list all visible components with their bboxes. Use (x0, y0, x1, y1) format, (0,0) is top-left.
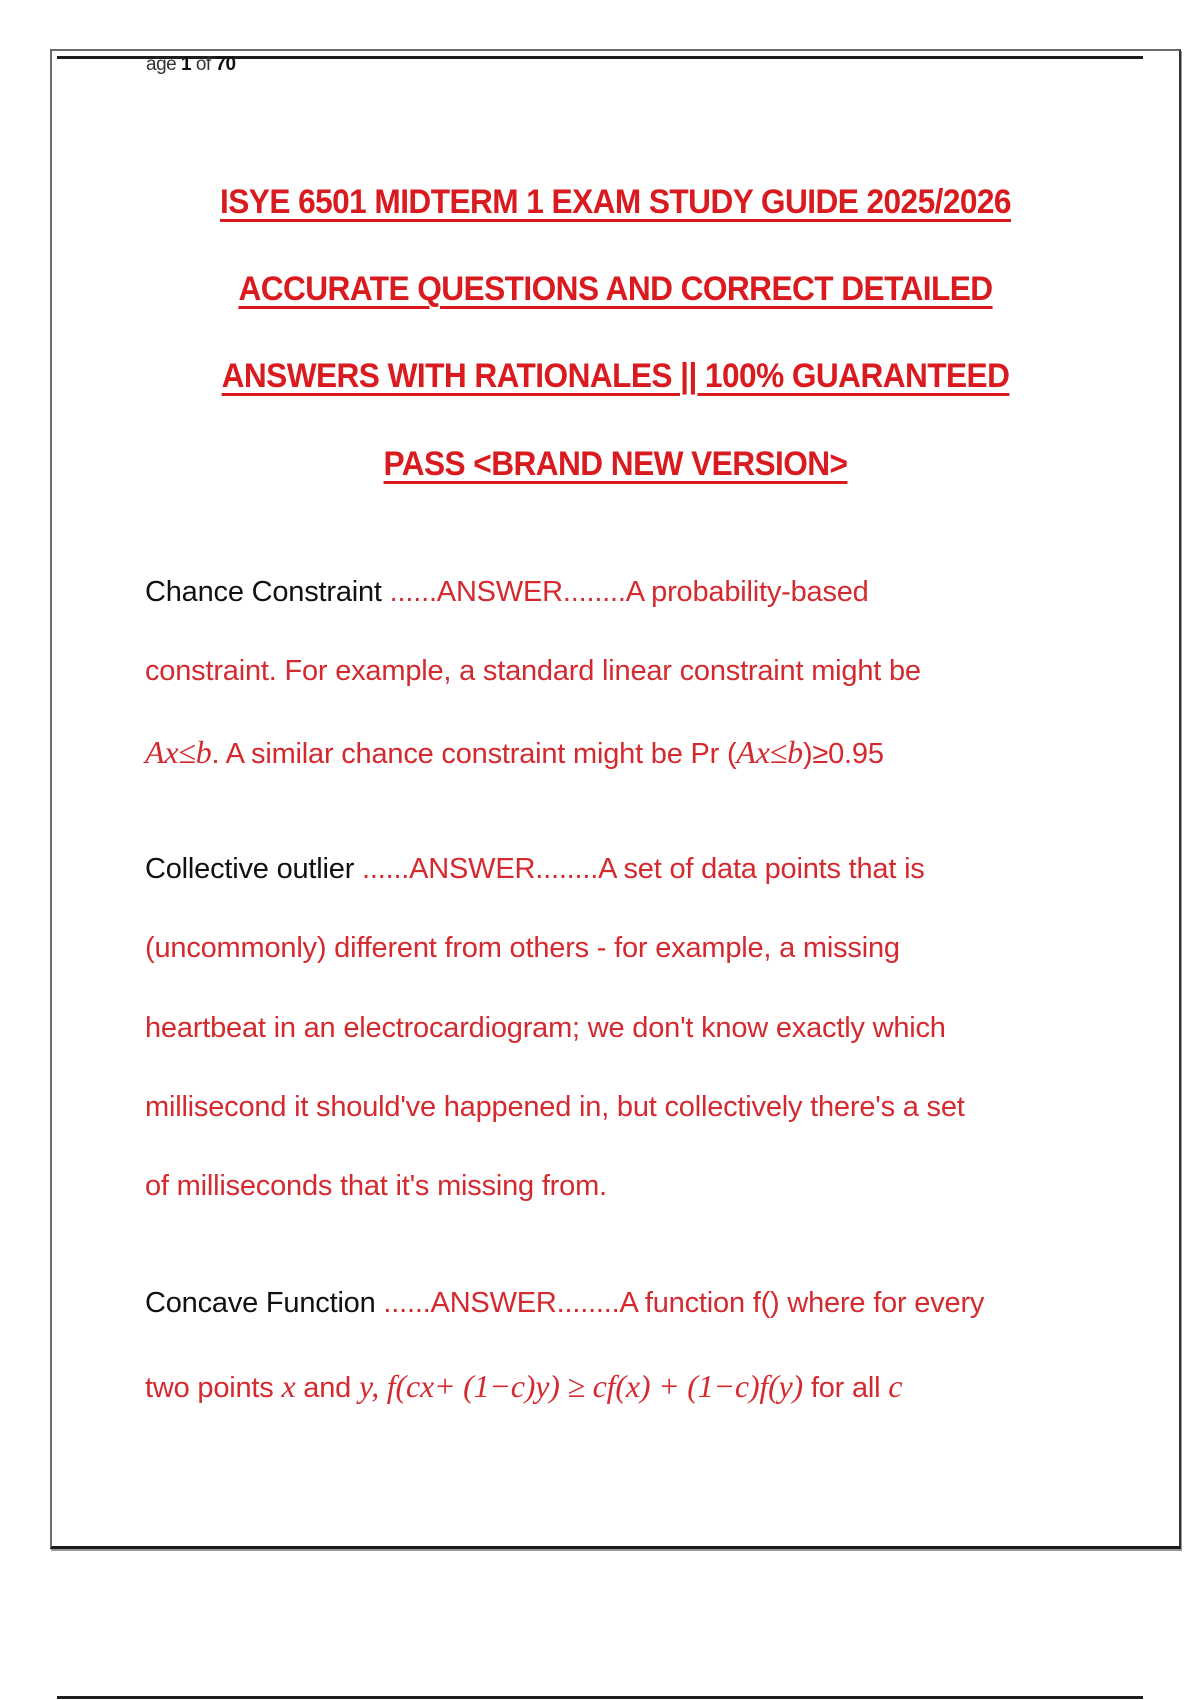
title-text: PASS <BRAND NEW VERSION> (383, 445, 848, 483)
entry-chance-constraint (145, 576, 869, 609)
answer-line: constraint. For example, a standard linear constraint might be (145, 655, 921, 687)
answer-text: . A similar chance constraint might be Pr ( (211, 738, 737, 770)
math-formula: , f(cx+ (1−c)y) ≥ cf(x) + (1−c)f(y) (371, 1368, 804, 1404)
title-line-1 (90, 183, 1142, 222)
term-label: Collective outlier (145, 853, 363, 885)
answer-separator: ......ANSWER........ (383, 1287, 620, 1319)
math-expression: Ax≤b (736, 734, 803, 770)
math-variable: y (358, 1368, 372, 1404)
answer-math-line (145, 1368, 902, 1405)
answer-separator: ......ANSWER........ (362, 853, 599, 885)
answer-text: A set of data points that is (598, 853, 925, 885)
title-line-4 (90, 445, 1142, 484)
answer-line: heartbeat in an electrocardiogram; we don't know exactly which (145, 1012, 946, 1044)
page-of-label: of (191, 54, 216, 75)
answer-text: and (295, 1372, 359, 1404)
answer-line: millisecond it should've happened in, but collectively there's a set (145, 1091, 965, 1123)
math-expression: Ax≤b (145, 734, 212, 770)
math-variable: c (888, 1368, 903, 1404)
answer-math-line (145, 734, 884, 771)
title-text: ANSWERS WITH RATIONALES || 100% GUARANTEED (221, 357, 1010, 395)
title-text: ACCURATE QUESTIONS AND CORRECT DETAILED (238, 270, 993, 308)
answer-text: )≥0.95 (802, 738, 884, 770)
title-text: ISYE 6501 MIDTERM 1 EXAM STUDY GUIDE 2025/2026 (220, 183, 1011, 221)
title-line-2 (90, 270, 1142, 309)
answer-line: (uncommonly) different from others - for example, a missing (145, 932, 900, 964)
title-line-3 (90, 357, 1142, 396)
next-page-header-rule (57, 1696, 1143, 1699)
answer-text: two points (145, 1372, 282, 1404)
answer-text: A function f() where for every (619, 1287, 985, 1319)
term-label: Concave Function (145, 1287, 384, 1319)
page-counter (146, 54, 236, 76)
page-label: age (146, 54, 181, 75)
term-label: Chance Constraint (145, 576, 390, 608)
page-total: 70 (215, 54, 236, 75)
entry-collective-outlier (145, 853, 925, 886)
answer-text: A probability-based (625, 576, 869, 608)
math-variable: x (281, 1368, 296, 1404)
answer-separator: ......ANSWER........ (389, 576, 626, 608)
entry-concave-function (145, 1287, 984, 1320)
answer-line: of milliseconds that it's missing from. (145, 1170, 607, 1202)
page-current: 1 (180, 54, 192, 75)
answer-text: for all (803, 1372, 889, 1404)
